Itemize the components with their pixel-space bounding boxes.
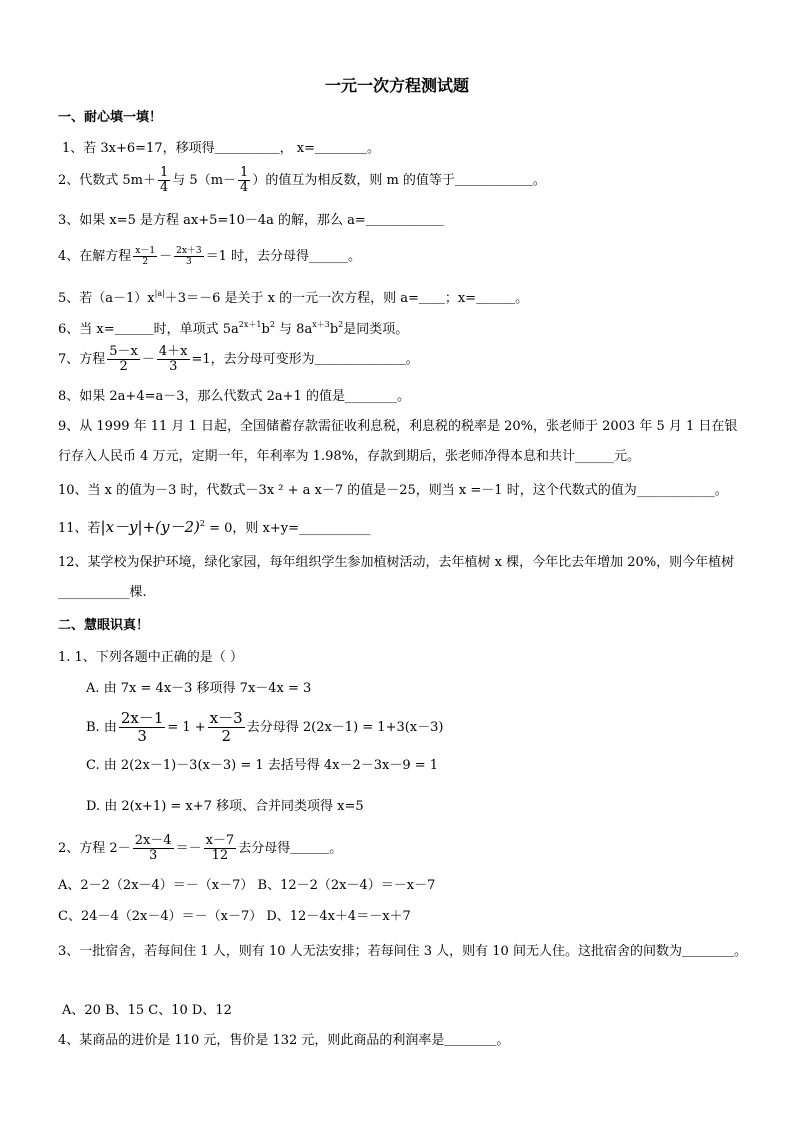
s2q2-frac1-num: 2x－4 [134, 833, 172, 848]
mc-question-1-option-a: A. 由 7x = 4x－3 移项得 7x－4x = 3 [86, 681, 312, 696]
q6-exp-3: x＋3 [312, 320, 330, 329]
mc-question-4: 4、某商品的进价是 110 元，售价是 132 元，则此商品的利润率是＿＿＿＿。 [58, 1033, 510, 1048]
q7-fraction-2 [157, 345, 190, 374]
question-5 [58, 286, 528, 307]
mc-question-1: 1. 1、下列各题中正确的是（ ） [58, 650, 243, 665]
s2q2-frac1-den: 3 [148, 848, 158, 863]
q2-fraction-1 [158, 166, 170, 195]
s2q2-text-a: 2、方程 2－ [58, 841, 131, 856]
q11-text-b: = 0，则 x+y=___________ [204, 521, 371, 536]
q5-text-b: ＋3＝－6 是关于 x 的一元一次方程，则 a=＿＿；x=＿＿＿。 [164, 291, 529, 306]
q7-frac1-den: 2 [119, 359, 128, 374]
q7-fraction-1 [107, 345, 140, 374]
mc-question-1-option-c: C. 由 2(2x－1)－3(x－3) = 1 去括号得 4x－2－3x－9 = 1 [86, 758, 439, 773]
s2q2-fraction-1 [133, 834, 174, 863]
mc-question-3-options: A、20 B、15 C、10 D、12 [62, 1003, 232, 1018]
mc-question-1-option-d: D. 由 2(x+1) = x+7 移项、合并同类项得 x=5 [86, 799, 364, 814]
q11-expression: |x－y|+(y－2) [100, 518, 200, 536]
q1b-frac2-num: x－3 [209, 709, 243, 727]
mc-question-2 [58, 834, 342, 863]
question-3: 3、如果 x=5 是方程 ax+5=10－4a 的解，那么 a=＿＿＿＿＿＿ [58, 213, 444, 228]
question-9: 9、从 1999 年 11 月 1 日起，全国储蓄存款需征收利息税，利息税的税率是 20%，张老师于 2003 年 5 月 1 日在银行存入人民币 4 万元，定期一年，年利率为 1.98%，存款到期后，张老师净得本息和共计______元。 [58, 419, 738, 464]
s2q2-fraction-2 [204, 834, 237, 863]
q4-minus: － [159, 249, 173, 264]
q7-frac2-den: 3 [169, 359, 178, 374]
q7-frac2-num: 4＋x [158, 344, 188, 359]
q6-text-e: 是同类项。 [343, 322, 409, 337]
q7-text-b: =1，去分母可变形为＿＿＿＿＿＿＿。 [191, 352, 419, 367]
q4-frac2-num: 2x＋3 [176, 246, 202, 256]
q2-frac2-den: 4 [240, 180, 249, 195]
q11-text-a: 11、若 [58, 521, 101, 536]
question-6 [58, 317, 408, 338]
s2q2-frac2-num: x－7 [205, 833, 235, 848]
s2q2-text-b: ＝－ [175, 841, 202, 856]
q6-text-a: 6、当 x=＿＿＿时，单项式 5a [58, 322, 239, 337]
question-1: 1、若 3x+6=17，移项得＿＿＿＿＿， x=＿＿＿＿。 [62, 141, 380, 156]
q6-exp-1: 2x＋1 [238, 320, 262, 329]
q6-exp-4: 2 [338, 320, 344, 329]
q4-text-b: ＝1 时，去分母得______。 [205, 249, 362, 264]
mc-question-3: 3、一批宿舍，若每间住 1 人，则有 10 人无法安排；若每间住 3 人，则有 10 间无人住。这批宿舍的间数为＿＿＿＿。 [58, 944, 747, 959]
question-12: 12、某学校为保护环境，绿化家园，每年组织学生参加植树活动，去年植树 x 棵，今年比去年增加 20%，则今年植树___________棵. [58, 555, 735, 600]
mc-question-2-options-cd: C、24－4（2x－4）＝－（x－7） D、12－4x＋4＝－x＋7 [58, 909, 411, 924]
q2-fraction-2 [238, 166, 250, 195]
q6-exp-2: 2 [269, 320, 275, 329]
q7-frac1-num: 5－x [109, 344, 138, 359]
q4-frac1-num: x－1 [135, 246, 156, 256]
mc-question-2-options-ab: A、2－2（2x－4）＝－（x－7） B、12－2（2x－4）＝－x－7 [58, 878, 436, 893]
q4-text-a: 4、在解方程 [58, 249, 132, 264]
question-2 [58, 166, 546, 195]
q4-frac1-den: 2 [142, 257, 149, 267]
q7-minus: － [141, 352, 155, 367]
q1b-frac1-den: 3 [137, 727, 147, 745]
section2-heading: 二、慧眼识真！ [58, 618, 150, 633]
question-7 [58, 345, 419, 374]
q6-text-d: b [329, 322, 339, 337]
q5-text-a: 5、若（a－1）x [58, 291, 155, 306]
question-11 [58, 516, 371, 537]
question-10: 10、当 x 的值为－3 时，代数式－3x ² + a x－7 的值是－25，则当 x =－1 时，这个代数式的值为____________。 [58, 483, 728, 498]
s2q2-text-c: 去分母得＿＿＿。 [238, 841, 343, 856]
q1b-fraction-2 [208, 710, 245, 745]
q2-frac1-num: 1 [160, 165, 169, 180]
q5-exponent: |a| [154, 289, 165, 298]
q2-frac2-num: 1 [240, 165, 249, 180]
q1b-text-b: = 1 + [167, 720, 206, 735]
q2-text-b: 与 5（m－ [172, 173, 237, 188]
q6-text-c: 与 8a [274, 322, 313, 337]
q2-frac1-den: 4 [160, 180, 169, 195]
q1b-text-c: 去分母得 2(2x－1) = 1+3(x－3) [246, 720, 444, 735]
question-8: 8、如果 2a+4=a－3，那么代数式 2a+1 的值是________。 [58, 389, 410, 404]
mc-question-1-option-b [86, 710, 443, 745]
q1b-frac1-num: 2x－1 [120, 709, 164, 727]
section1-heading: 一、耐心填一填！ [58, 110, 163, 125]
q1b-frac2-den: 2 [221, 727, 231, 745]
q4-frac2-den: 3 [186, 257, 192, 267]
q6-text-b: b [261, 322, 270, 337]
q4-fraction-1 [133, 246, 157, 267]
q1b-text-a: B. 由 [86, 720, 117, 735]
q7-text-a: 7、方程 [58, 352, 106, 367]
question-4 [58, 246, 361, 267]
q2-text-a: 2、代数式 5m＋ [58, 173, 157, 188]
q4-fraction-2 [174, 246, 204, 267]
q11-exponent: 2 [199, 519, 205, 528]
q1b-fraction-1 [119, 710, 166, 745]
s2q2-frac2-den: 12 [211, 848, 229, 863]
q2-text-c: ）的值互为相反数，则 m 的值等于＿＿＿＿＿＿。 [252, 173, 546, 188]
page-title: 一元一次方程测试题 [324, 76, 469, 95]
